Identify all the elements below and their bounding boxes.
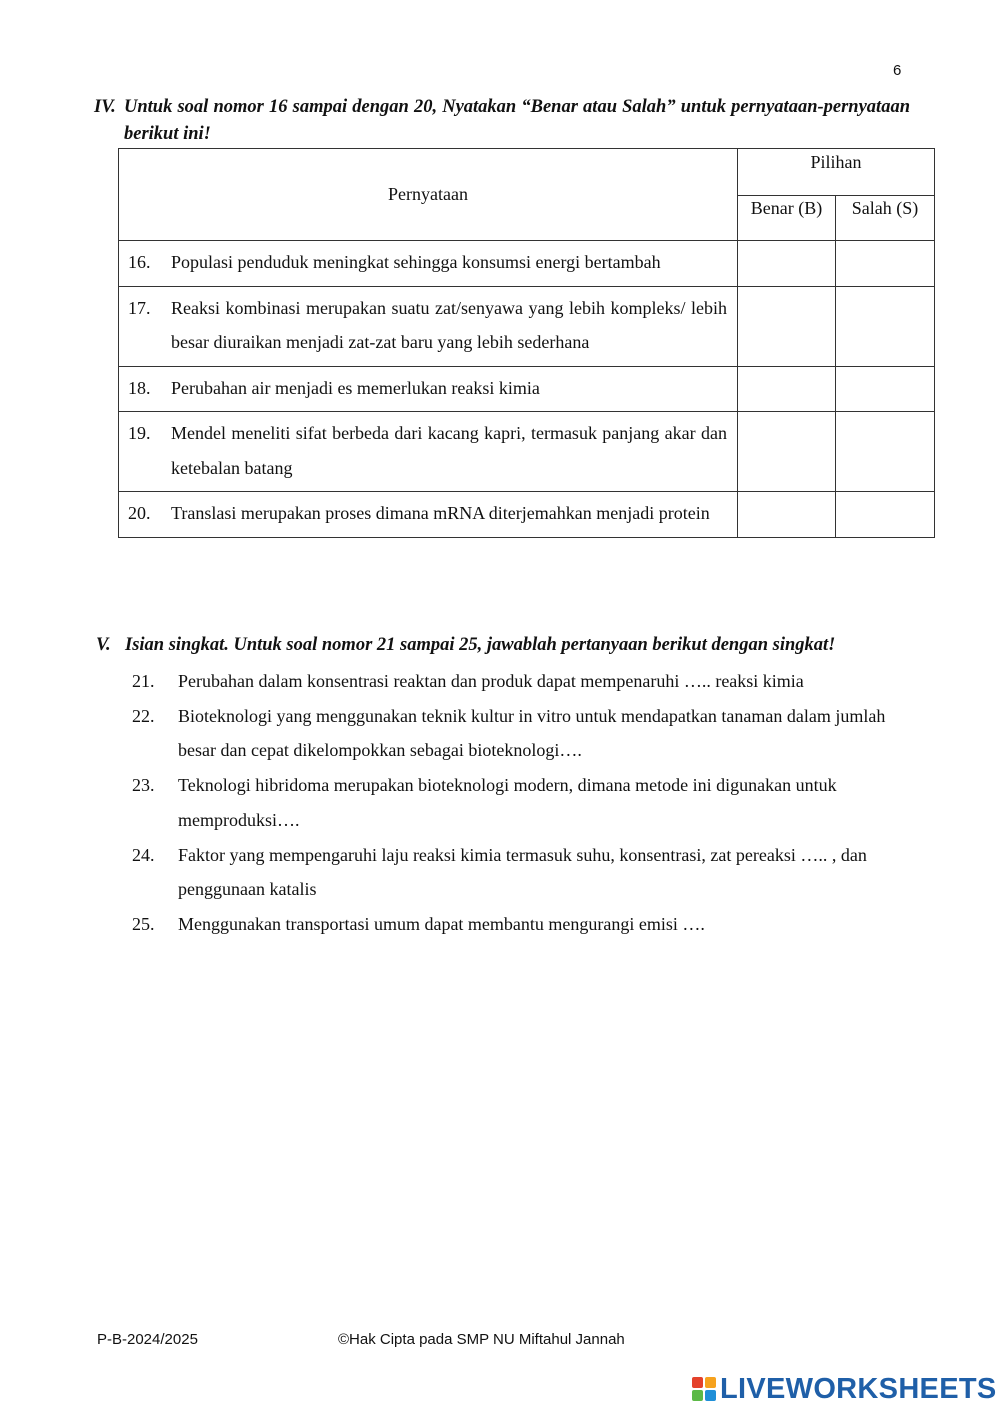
statement-text: Reaksi kombinasi merupakan suatu zat/senyawa yang lebih kompleks/ lebih besar diuraikan menjadi zat-zat baru yang lebih sederhana	[171, 297, 727, 352]
list-item	[132, 664, 892, 699]
list-item	[132, 699, 892, 768]
header-option-false: Salah (S)	[836, 196, 935, 241]
logo-square	[705, 1377, 716, 1388]
logo-square	[705, 1390, 716, 1401]
answer-false-cell[interactable]	[836, 241, 935, 287]
statement-text: Perubahan air menjadi es memerlukan reaksi kimia	[171, 377, 540, 398]
header-statement: Pernyataan	[119, 149, 738, 241]
answer-true-cell[interactable]	[738, 412, 836, 492]
liveworksheets-logo-text: LIVEWORKSHEETS	[720, 1372, 997, 1405]
answer-false-cell[interactable]	[836, 366, 935, 412]
header-option-true: Benar (B)	[738, 196, 836, 241]
statement-number: 17.	[128, 297, 151, 318]
answer-true-cell[interactable]	[738, 286, 836, 366]
question-text: Menggunakan transportasi umum dapat membantu mengurangi emisi ….	[178, 913, 705, 934]
table-row	[119, 492, 935, 538]
table-row	[119, 241, 935, 287]
section-iv-heading	[94, 94, 910, 148]
question-text: Faktor yang mempengaruhi laju reaksi kimia termasuk suhu, konsentrasi, zat pereaksi ….. , dan penggunaan katalis	[178, 844, 867, 900]
question-number: 23.	[132, 775, 155, 796]
table-row	[119, 412, 935, 492]
table-row	[119, 366, 935, 412]
logo-square	[692, 1390, 703, 1401]
answer-false-cell[interactable]	[836, 492, 935, 538]
statement-text: Populasi penduduk meningkat sehingga konsumsi energi bertambah	[171, 252, 661, 272]
question-number: 25.	[132, 913, 155, 934]
list-item	[132, 838, 892, 907]
statement-number: 18.	[128, 377, 151, 398]
statement-text: Mendel meneliti sifat berbeda dari kacang kapri, termasuk panjang akar dan ketebalan batang	[171, 423, 727, 478]
question-text: Teknologi hibridoma merupakan bioteknologi modern, dimana metode ini digunakan untuk memproduksi….	[178, 775, 837, 830]
question-text: Perubahan dalam konsentrasi reaktan dan produk dapat mempenaruhi ….. reaksi kimia	[178, 671, 804, 691]
header-choice: Pilihan	[738, 149, 935, 196]
true-false-table	[118, 148, 935, 538]
page-number: 6	[893, 62, 902, 79]
answer-false-cell[interactable]	[836, 286, 935, 366]
answer-true-cell[interactable]	[738, 492, 836, 538]
list-item	[132, 907, 892, 942]
question-text: Bioteknologi yang menggunakan teknik kultur in vitro untuk mendapatkan tanaman dalam jumlah besar dan cepat dikelompokkan sebagai bioteknologi….	[178, 705, 886, 761]
liveworksheets-icon	[692, 1377, 716, 1401]
footer-code: P-B-2024/2025	[97, 1331, 198, 1348]
liveworksheets-logo[interactable]	[692, 1372, 997, 1406]
section-v-heading	[96, 632, 916, 659]
logo-square	[692, 1377, 703, 1388]
statement-text: Translasi merupakan proses dimana mRNA diterjemahkan menjadi protein	[171, 503, 710, 523]
answer-true-cell[interactable]	[738, 241, 836, 287]
short-answer-list	[132, 664, 892, 942]
footer-copyright: ©Hak Cipta pada SMP NU Miftahul Jannah	[338, 1331, 625, 1348]
list-item	[132, 768, 892, 837]
section-iv-number: IV.	[94, 97, 116, 117]
statement-number: 19.	[128, 423, 151, 443]
question-number: 24.	[132, 844, 155, 865]
table-row	[119, 286, 935, 366]
section-v-instruction: Isian singkat. Untuk soal nomor 21 sampai 25, jawablah pertanyaan berikut dengan singkat!	[125, 635, 836, 655]
answer-true-cell[interactable]	[738, 366, 836, 412]
question-number: 21.	[132, 671, 155, 691]
section-v-number: V.	[96, 635, 111, 655]
question-number: 22.	[132, 705, 155, 726]
statement-number: 20.	[128, 503, 151, 523]
section-iv-instruction: Untuk soal nomor 16 sampai dengan 20, Nyatakan “Benar atau Salah” untuk pernyataan-pernyataan berikut ini!	[124, 97, 910, 144]
answer-false-cell[interactable]	[836, 412, 935, 492]
statement-number: 16.	[128, 252, 151, 272]
